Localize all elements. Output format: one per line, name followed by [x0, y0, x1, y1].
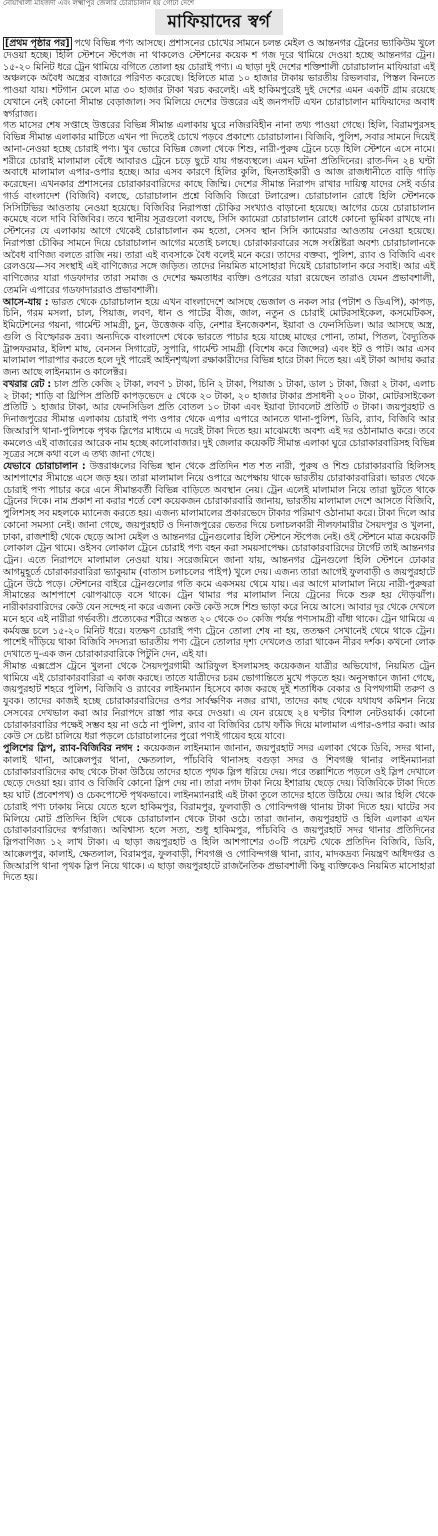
section-asey-jay	[3, 297, 435, 379]
section-text: চাল প্রতি কেজি ২ টাকা, লবণ ১ টাকা, চিনি ২ টাকা, পিয়াজ ১ টাকা, ডাল ১ টাকা, জিরা ২ টাকা, এলাচ ২ টাকা; শাড়ি বা থ্রিপিস প্রতিটি কাপড়ভেদে ৫ থেকে ২০ টাকা, ২০ হাজার টাকার প্রসাধনী ২০০ টাকা, মোটরসাইকেল প্রতিটি ১ হাজার টাকা, আর ফেনসিডিল প্রতি বোতল ১০ টাকা এবং ইয়াবা ট্যাবলেট প্রতিটি ৩ টাকা। জয়পুরহাট ও দিনাজপুরের সীমান্ত এলাকায় চোরাই পণ্য ওপার থেকে এপার এপারে আনতে থানা-পুলিশ, ডিবি, র‍্যাব, বিজিবি আর জিআরপি থানা-পুলিশকে পৃথক স্লিপের মাধ্যমে এ দরেই টাকা দিতে হয়। মাঝেমধ্যে অবশ্য এই দর ওঠানামাও করে। তবে কমলেও এই বাজারের আরেক নাম হচ্ছে কালোবাজার। দুই জেলার কয়েকটি সীমান্ত এলাকা ঘুরে চোরাকারবারিসহ বিভিন্ন সূত্রের সঙ্গে কথা বলে এ তথ্য জানা গেছে।	[3, 378, 435, 461]
section-text: উত্তরাঞ্চলের বিভিন্ন স্থান থেকে প্রতিদিন শত শত নারী, পুরুষ ও শিশু চোরাকারবারি হিলিসহ আশপাশের সীমান্তে এসে জড় হয়। তারা মালামাল নিয়ে ওপারে অপেক্ষায় থাকে ভারতীয় চোরাকারবারিরা। ভারত থেকে চোরাই পণ্য পাচার করে এনে সীমান্তবর্তী বিভিন্ন বাড়িতে অবস্থান নেয়। ট্রেন এলেই মালামাল নিয়ে তারা ছুটতে থাকে ট্রেনের দিকে। নাম প্রকাশ না করার শর্তে বেশ কয়েকজন চোরাকারবারি জানায়, ভারতীয় মালামাল দেশে আসতে বিজিবি, পুলিশসহ সব মহলকে ম্যানেজ করতে হয়। এজন্য মালামালের প্রকারভেদে টাকার পরিমাণ ওঠানামা করে। টাকা দিলে আর কোনো সমস্যা নেই। জানা গেছে, জয়পুরহাট ও দিনাজপুরের ভেতর দিয়ে চলাচলকারী নীলফামারীর সৈয়দপুর ও খুলনা, ঢাকা, রাজশাহী থেকে ছেড়ে আসা মেইল ও আন্তনগর ট্রেনগুলোর হিলি স্টেশনে স্টপেজ নেই। ওই স্টেশনে মাত্র কয়েকটি লোকাল ট্রেন থামে। ওইসব লোকাল ট্রেনে চোরাই পণ্য বহন করা সময়সাপেক্ষ। চোরাকারবারিদের টার্গেট তাই আন্তনগর ট্রেন। এতে নিরাপদে মালামাল নেওয়া যায়। সরেজমিনে জানা যায়, আন্তনগর ট্রেনগুলো হিলি স্টেশনে ঢোকার আগমুহূর্তে চোরাকারবারিরা ভ্যাকুয়াম (বাতাস চলাচলের পাইপ) খুলে দেয়। এজন্য তারা আগেই ফুলবাড়ী ও জয়পুরহাটে ট্রেনে উঠে পড়ে। স্টেশনের বাইরে ট্রেনগুলোর গতি কমে একসময় থেমে যায়। এর আগে মালামাল নিয়ে নারী-পুরুষরা সীমান্তের আশপাশে ঝোপঝাড়ে বসে থাকে। ট্রেন থামার পর মালামাল নিয়ে ট্রেনের দিকে শুরু হয় দৌড়ঝাঁপ। নারীকারবারিদের কেউ যেন সন্দেহ না করে এজন্য কেউ কেউ সঙ্গে শিশু ভাড়া করে নিয়ে আসে। আবার দূর থেকে দেখলে মনে হবে এই নারীরা গর্ভবতী। প্রত্যেকের শরীরে অন্তত ২০ থেকে ৩০ কেজি পর্যন্ত পণ্যসামগ্রী বাঁধা থাকে। ট্রেন থামিয়ে এ কর্মযজ্ঞ চলে ১৫-২০ মিনিট ধরে। যতক্ষণ চোরাই পণ্য ট্রেনে তোলা শেষ না হয়, ততক্ষণ সেখানেই থেমে থাকে ট্রেন। পাশেই দাঁড়িয়ে থাকা বিজিবি সদস্যরা ভারতীয় পণ্য ট্রেনে তোলার দৃশ্য দেখলেও তারা থাকেন নীরব দর্শক। কখনো লোক দেখাতে দু-এক জন চোরাকারবারিকে পিটুনি দেন, এই যা।	[3, 461, 435, 660]
article-body	[3, 38, 435, 884]
section-heading: বখরার রেট :	[3, 378, 52, 390]
article-headline: মাফিয়াদের স্বর্গ	[155, 9, 283, 35]
intro-text: পথে বিভিন্ন পণ্য আসছে। প্রশাসনের চোখের সামনে চলন্ত মেইল ও আন্তনগর ট্রেনের ভ্যাকিউম খুলে দেওয়া হচ্ছে। হিলি স্টেশনে স্টপেজ না থাকলেও স্টেশনের কয়েক শ গজ দূরে থামিয়ে দেওয়া হচ্ছে আন্তনগর ট্রেন। ১৫-২০ মিনিট ধরে ট্রেন থামিয়ে বগিতে তোলা হয় চোরাই পণ্য। এ ছাড়া দুই দেশের শক্তিশালী চোরাচালান মাফিয়ারা এই অঞ্চলকে অবৈধ অস্ত্রের বাজারে পরিণত করেছে। হিলিতে মাত্র ১০ হাজার টাকায় ভারতীয় রিভলবার, পিস্তল কিনতে পাওয়া যায়। শটগান মেলে মাত্র ৩০ হাজার টাকা খরচ করলেই। এই হাকিমপুরেই দুই দেশের এমন একটি গ্রাম রয়েছে যেখানে নেই কোনো সীমান্ত বেড়াজাল। সব মিলিয়ে দেশের উত্তরের এই জনপদটি এখন চোরাচালান মাফিয়াদের অবাধ স্বর্গরাজ্য।	[3, 38, 435, 120]
section-police-slip	[3, 743, 435, 884]
section-heading: যেভাবে চোরাচালান :	[3, 461, 86, 472]
intro-paragraph	[3, 38, 435, 120]
section-jebhabe-chorachalan	[3, 461, 435, 661]
continuation-tag: [প্রথম পৃষ্ঠার পর]	[5, 38, 70, 49]
section-heading: আসে-যায় :	[3, 296, 49, 308]
section-text: সীমান্ত এক্সপ্রেস ট্রেনে খুলনা থেকে সৈয়দপুরগামী আরিফুল ইসলামসহ কয়েকজন যাত্রীর অভিযোগ, নিয়মিত ট্রেন থামিয়ে এই চোরাকারবারিরা এ কাজ করছে। তাতে যাত্রীদের চরম ভোগান্তিতে মুখে পড়তে হয়। অনুসন্ধানে জানা গেছে, জয়পুরহাট শহরে পুলিশ, বিজিবি ও র‍্যাবের লাইনম্যান হিসেবে কাজ করছে দুই শতাধিক বেকার ও বিপথগামী তরুণ ও যুবক। তাদের কাজই হচ্ছে চোরাকারবারিদের ওপর সার্বক্ষণিক নজর রাখা, তাদের কাছ থেকে যথাযথ কমিশন নিয়ে সেসবের দেখভাল করা আর নিরাপদে রাস্তা পার করে দেওয়া। এ যেন রয়েছে ২৪ ঘণ্টার বিশাল নেটওয়ার্ক। কোনো চোরাকারবারির পক্ষেই সম্ভব হয় না ওঠে না পুলিশ, র‍্যাব বা বিজিবির চোখ ফাঁকি দিয়ে মালামাল এপার-ওপার করা। আর কেউ সে চেষ্টা চালিয়ে ধরা পড়লে চোরাচালানের পুরো পণ্যই গায়েব হয়ে যাবে।	[3, 660, 435, 743]
section-heading: পুলিশের স্লিপ, র‍্যাব-বিজিবির নগদ :	[3, 743, 141, 754]
intro-text-2: গত মাসের শেষ সপ্তাহে উত্তরের বিভিন্ন সীমান্ত এলাকায় ঘুরে নজিরবিহীন নানা তথ্য পাওয়া গেছে। হিলি, বিরামপুরসহ বিভিন্ন সীমান্ত এলাকার মাটিতে এখন পা দিতেই চোখে পড়বে প্রকাশ্যে চোরাচালান। বিজিবি, পুলিশ, সবার সামনে দিয়েই আনা-নেওয়া হচ্ছে চোরাই পণ্য। খুব ভোরে বিভিন্ন জেলা থেকে শিশু, নারী-পুরুষ ট্রেনে চড়ে হিলি স্টেশনে এসে নামে। শরীরে চোরাই মালামাল বেঁধে আবারও ট্রেনে চড়ে ছুটে যায় গন্তব্যস্থলে। এমন ঘটনা প্রতিদিনের। রাত-দিন ২৪ ঘণ্টা অবাধে মালামাল এপার-ওপার হচ্ছে। আর এসব কারণে হিলির কুলি, ছিনতাইকারী ও আজ রাজধানীতে বাড়ি গাড়ি করেছেন। এখনকার প্রশাসনের চোরাকারবারিদের কাছে জিম্মি। দেশের সীমান্ত নিরাপদ রাখার দায়িত্ব যাদের সেই বর্ডার গার্ড বাংলাদেশ (বিজিবি) বলছে, চোরাচালান প্রশ্নে বিজিবি জিরো টলারেন্স। চোরাচালান রোধে হিলি স্টেশনকে সিসিটিভির আওতায় নেওয়া হয়েছে। বিজিবির নিরাপত্তা চৌকির সংখ্যাও বাড়ানো হয়েছে। আগের চেয়ে চোরাচালান কমেছে বলে দাবি বিজিবির। তবে স্থানীয় সূত্রগুলো বলছে, সিসি ক্যামেরা চোরাচালান রোধে কোনো ভূমিকা রাখছে না। স্টেশনের যে এলাকায় আগে থেকেই চোরাচালান কম হতো, সেসব স্থান সিসি ক্যামেরার আওতায় নেওয়া হয়েছে। নিরাপত্তা চৌকির সামনে দিয়ে চোরাচালান আগের মতোই চলছে। চোরাকারবারের সঙ্গে সংশ্লিষ্টরা অবশ্য চোরাচালানকে অবৈধ বাণিজ্য বলতে রাজি নয়। তারা এই ব্যবসাকে বৈধ বলেই মনে করে। তাদের বক্তব্য, পুলিশ, র‍্যাব ও বিজিবি এবং রেলওয়ে—সব সংস্থাই এই বাণিজ্যের সঙ্গে জড়িত। তাদের নিয়মিত মাসোহারা দিয়েই চোরাচালান করে সবাই। আর এই বাণিজ্যের যারা গডফাদার তারা সমাজ ও দেশের ক্ষমতাধর ব্যক্তি। ওপরের যারা রয়েছেন তারাও যেমন প্রভাবশালী, তেমনি এপারের গডফাদাররাও প্রভাবশালী।	[3, 120, 435, 296]
intro-paragraph-2	[3, 120, 435, 296]
previous-article-cutoff-text: নোয়াখালী মাইজদী এবং লক্ষ্মীপুর জেলার চোরাচালান হয় গোটা দেশে	[3, 0, 195, 7]
section-text: ভারত থেকে চোরাচালান হয়ে এখন বাংলাদেশে আসছে ভেজাল ও নকল সার (পটাশ ও ডিএপি), কাপড়, চিনি, গরম মসলা, চাল, পিয়াজ, লবণ, ধান ও পাটের বীজ, জাল, নতুন ও চোরাই মোটরসাইকেল, কসমেটিকস, ইমিটেশনের গয়না, গার্মেন্ট সামগ্রী, চুন, উত্তেজক বড়ি, নেশার ইনজেকশন, ইয়াবা ও ফেনসিডিল। আর আসছে অস্ত্র, গুলি ও বিস্ফোরক দ্রব্য। অন্যদিকে বাংলাদেশ থেকে ভারতে পাচার হয়ে যাচ্ছে মাছের পোনা, তামা, পিতল, বৈদ্যুতিক ট্রান্সফরমার, ইলিশ মাছ, বেনসন সিগারেট, সুপারি, গার্মেন্ট সামগ্রী (বিশেষ করে জিন্সের) এবং ইট ও পাট। আর এসব মালামাল পারাপার করতে হলে দুই পারেই আইনশৃঙ্খলা রক্ষাকারীদের বিভিন্ন হারে টাকা দিতে হয়। এই টাকা আদায় করার জন্য আছে লাইনম্যান ও কালেক্টর।	[3, 296, 435, 378]
section-bokhrar-rate	[3, 379, 435, 461]
section-text: কয়েকজন লাইনম্যান জানান, জয়পুরহাট সদর এলাকা থেকে ডিবি, সদর থানা, কালাই থানা, আক্কেলপুর থানা, ক্ষেতলাল, পাঁচবিবি থানাসহ বগুড়া সদর ও শিবগঞ্জ থানার লাইনম্যানরা চোরাকারবারিদের কাছ থেকে টাকা উঠিয়ে তাদের হাতে পৃথক স্লিপ ধরিয়ে দেয়। পরে তল্লাশিতে পড়লে ওই স্লিপ দেখালে ছেড়ে দেওয়া হয়। র‍্যাব ও বিজিবি কোনো স্লিপ দেয় না। তারা নগদ টাকা নিয়ে ইশারায় ছেড়ে দেয়। বিজিবিকে টাকা দিতে হয় ঘাট (প্রবেশপথ) ও চেকপোস্টে পৃথকভাবে। লাইনম্যানরাই এই টাকা তুলে তাদের হাতে উঠিয়ে দেয়। আর হিলি থেকে চোরাই পণ্য ঢাকায় নিয়ে যেতে হলে হাকিমপুর, বিরামপুর, ফুলবাড়ী ও গোবিন্দগঞ্জ থানায় টাকা দিতে হয়। ঘাটের সব মিলিয়ে মোট প্রতিদিন হিলি থেকে চোরাচালান থেকে টাকা ওঠে। তারা জানান, জয়পুরহাট ও হিলি এলাকা এখন চোরাকারবারিদের স্বর্গরাজ্য। অবিশ্বাস্য হলে সত্য, শুধু হাকিমপুর, পাঁচবিবি ও জয়পুরহাট সদর থানার প্রতিদিনের স্লিপবাণিজ্য ১২ লাখ টাকা। এ ছাড়া জয়পুরহাট ও হিলি আশপাশের ৩০টি পয়েন্ট থেকে প্রতিদিন বিজিবি, ডিবি, আক্কেলপুর, কালাই, ক্ষেতলাল, বিরামপুর, ফুলবাড়ী, শিবগঞ্জ ও গোবিন্দগঞ্জ থানা, র‍্যাব, মাদকদ্রব্য নিয়ন্ত্রণ অধিদপ্তর ও জিআরপি থানা পৃথক স্লিপ নিয়ে থাকে। এ ছাড়া জয়পুরহাটে রাজনৈতিক প্রভাবশালী কিছু ব্যক্তিকেও নিয়মিত মাসোহারা দিতে হয়।	[3, 743, 435, 884]
section-jebhabe-chorachalan-2	[3, 661, 435, 743]
